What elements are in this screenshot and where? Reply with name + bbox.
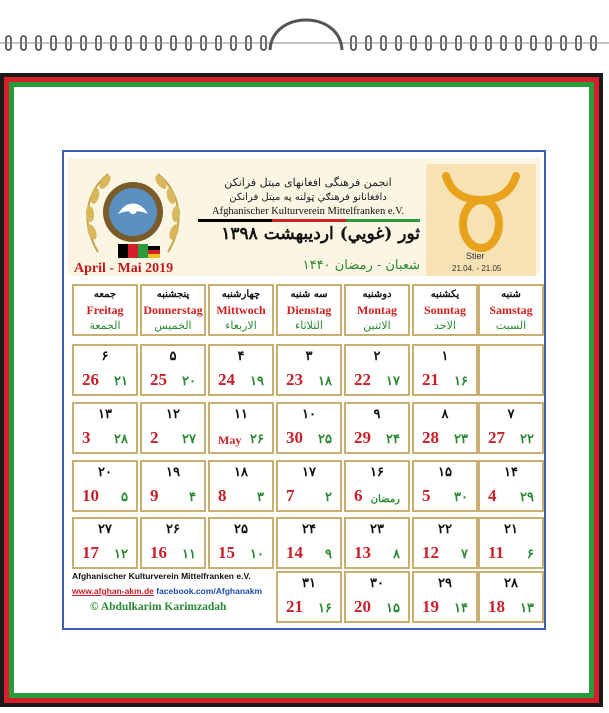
lunar-hijri-date: ۲۰ [182,374,196,389]
gregorian-date: 6 [354,486,363,505]
day-header-fa: یکشنبه [430,289,460,300]
day-cell[interactable] [208,402,274,454]
lunar-hijri-date: ۲ [325,490,332,505]
solar-hijri-date: ۲۵ [234,522,248,537]
day-header-ar: الثلاثاء [295,319,323,332]
gregorian-date: 23 [286,370,303,389]
solar-hijri-date: ۴ [237,349,245,364]
solar-hijri-date: ۱۹ [166,465,180,480]
lunar-hijri-date: ۱۲ [114,547,128,562]
day-header-de: Freitag [86,303,124,317]
lunar-hijri-date: ۲۷ [182,432,196,447]
month-title-gregorian: April - Mai 2019 [74,261,174,276]
day-header-de: Montag [357,303,397,317]
day-cell[interactable] [140,344,206,396]
solar-hijri-date: ۷ [507,407,515,422]
gregorian-date: 24 [218,370,235,389]
day-header [478,284,544,336]
day-cell[interactable] [344,460,410,512]
day-header-de: Sonntag [423,303,467,317]
day-header [412,284,478,336]
org-name-dari: انجمن فرهنگی افغانهای میتل فرانکن [224,176,392,189]
day-header-fa: سه شنبه [290,289,328,300]
day-cell[interactable] [72,517,138,569]
solar-hijri-date: ۳۱ [302,576,316,591]
day-header-fa: پنجشنبه [156,289,190,300]
solar-hijri-date: ۱۸ [234,465,248,480]
solar-hijri-date: ۹ [373,407,381,422]
lunar-hijri-date: ۲۱ [114,374,128,389]
gregorian-date: 13 [354,543,371,562]
day-header-de: Samstag [489,303,533,317]
day-header-ar: الاحد [434,319,456,332]
facebook-link[interactable]: facebook.com/Afghanakm [156,586,263,596]
lunar-hijri-date: ۱۸ [318,374,332,389]
day-header-fa: شنبه [501,289,521,300]
gregorian-date: 8 [218,486,227,505]
solar-hijri-date: ۲۸ [504,576,518,591]
day-cell[interactable] [208,460,274,512]
day-header-fa: دوشنبه [362,289,392,300]
spiral-binding [0,0,609,62]
gregorian-date: 28 [422,428,439,447]
gregorian-date: 15 [218,543,235,562]
gregorian-date: 5 [422,486,431,505]
footer-links [72,586,262,596]
solar-hijri-date: ۲۱ [504,522,518,537]
lunar-hijri-date: رمضان [370,494,400,505]
day-header [276,284,342,336]
solar-hijri-date: ۲۲ [438,522,452,537]
solar-hijri-date: ۳ [305,349,313,364]
lunar-hijri-date: ۴ [189,490,196,505]
day-cell[interactable] [412,517,478,569]
lunar-hijri-date: ۲۸ [114,432,128,447]
lunar-hijri-date: ۲۴ [386,432,400,447]
lunar-hijri-date: ۱۳ [520,601,534,616]
day-header-de: Mittwoch [216,303,266,317]
solar-hijri-date: ۸ [441,407,449,422]
lunar-hijri-date: ۲۳ [454,432,468,447]
day-cell[interactable] [344,517,410,569]
day-cell[interactable] [72,402,138,454]
gregorian-date: 18 [488,597,505,616]
day-cell[interactable] [478,517,544,569]
solar-hijri-date: ۱ [441,349,449,364]
solar-hijri-date: ۶ [101,349,109,364]
solar-hijri-date: ۲ [373,349,381,364]
gregorian-date: 19 [422,597,439,616]
lunar-hijri-date: ۲۵ [318,432,332,447]
day-cell[interactable] [208,344,274,396]
day-header [72,284,138,336]
month-title-persian: ثور (غويي) اردیبهشت ۱۳۹۸ [221,224,420,244]
solar-hijri-date: ۲۰ [98,465,112,480]
lunar-hijri-date: ۱۶ [454,374,468,389]
day-header-ar: الجمعة [89,319,121,332]
solar-hijri-date: ۱۲ [166,407,180,422]
website-link[interactable]: www.afghan-akm.de [72,586,154,596]
day-cell[interactable] [276,571,342,623]
month-title-hijri: شعبان - رمضان ۱۴۴۰ [302,258,420,273]
gregorian-date: 21 [422,370,439,389]
solar-hijri-date: ۲۶ [166,522,180,537]
gregorian-date: 7 [286,486,295,505]
day-header [344,284,410,336]
gregorian-date: 11 [488,543,505,562]
day-header-de: Dienstag [286,303,332,317]
day-cell[interactable] [140,517,206,569]
gregorian-date: 27 [488,428,505,447]
gregorian-date: 29 [354,428,371,447]
day-cell[interactable] [478,402,544,454]
gregorian-date: 17 [82,543,99,562]
solar-hijri-date: ۲۹ [438,576,452,591]
gregorian-date: 3 [82,428,91,447]
day-header-fa: جمعه [93,289,117,300]
day-cell[interactable] [140,460,206,512]
gregorian-date: 21 [286,597,303,616]
solar-hijri-date: ۱۶ [370,465,384,480]
day-cell[interactable] [344,402,410,454]
org-name-pashto: دافغانانو فرهنګي ټولنه په میتل فرانکن [229,192,387,203]
solar-hijri-date: ۱۰ [302,407,316,422]
org-name-german: Afghanischer Kulturverein Mittelfranken e.V. [212,206,404,217]
gregorian-date: 26 [82,370,99,389]
lunar-hijri-date: ۳ [257,490,264,505]
day-header-fa: چهارشنبه [221,289,261,300]
lunar-hijri-date: ۲۹ [520,490,534,505]
lunar-hijri-date: ۶ [527,547,534,562]
lunar-hijri-date: ۷ [461,547,468,562]
day-header-ar: الاربعاء [225,319,257,332]
day-cell[interactable] [344,571,410,623]
day-cell[interactable] [412,460,478,512]
gregorian-date: 16 [150,543,167,562]
lunar-hijri-date: ۳۰ [454,490,468,505]
gregorian-date: 14 [286,543,303,562]
gregorian-date: May [218,433,242,447]
day-cell[interactable] [276,517,342,569]
gregorian-date: 10 [82,486,99,505]
day-cell[interactable] [208,517,274,569]
flag-stripe [198,219,420,222]
lunar-hijri-date: ۱۷ [386,374,400,389]
gregorian-date: 12 [422,543,439,562]
zodiac-name: Stier [466,251,485,261]
gregorian-date: 2 [150,428,159,447]
gregorian-date: 30 [286,428,303,447]
day-cell[interactable] [478,460,544,512]
lunar-hijri-date: ۲۶ [250,432,264,447]
footer-org: Afghanischer Kulturverein Mittelfranken e.V. [72,571,251,581]
day-header [140,284,206,336]
solar-hijri-date: ۱۴ [504,465,518,480]
lunar-hijri-date: ۸ [393,547,400,562]
lunar-hijri-date: ۹ [325,547,332,562]
day-cell[interactable] [478,571,544,623]
solar-hijri-date: ۲۳ [370,522,384,537]
day-cell[interactable] [344,344,410,396]
day-cell[interactable] [276,344,342,396]
solar-hijri-date: ۲۷ [98,522,112,537]
day-cell[interactable] [72,460,138,512]
day-header-ar: الخميس [154,319,192,332]
lunar-hijri-date: ۱۹ [250,374,264,389]
emblem-logo [78,162,188,272]
gregorian-date: 9 [150,486,159,505]
solar-hijri-date: ۱۳ [98,407,112,422]
day-header-de: Donnerstag [143,303,203,317]
gregorian-date: 20 [354,597,371,616]
day-cell[interactable] [412,402,478,454]
gregorian-date: 22 [354,370,371,389]
day-header-ar: السبت [495,319,527,332]
gregorian-date: 4 [488,486,497,505]
solar-hijri-date: ۱۵ [438,465,452,480]
day-cell[interactable] [276,402,342,454]
day-cell[interactable] [72,344,138,396]
day-header [208,284,274,336]
lunar-hijri-date: ۱۴ [454,601,468,616]
lunar-hijri-date: ۵ [121,490,128,505]
lunar-hijri-date: ۱۶ [318,601,332,616]
solar-hijri-date: ۵ [169,349,177,364]
solar-hijri-date: ۱۱ [234,407,248,422]
copyright: © Abdulkarim Karimzadah [90,601,227,613]
solar-hijri-date: ۲۴ [302,522,316,537]
lunar-hijri-date: ۱۵ [386,601,400,616]
lunar-hijri-date: ۱۰ [250,547,264,562]
day-header-ar: الاثنين [363,319,391,332]
day-cell[interactable] [276,460,342,512]
zodiac-range: 21.04. - 21.05 [452,264,502,273]
solar-hijri-date: ۳۰ [370,576,384,591]
taurus-icon [438,166,524,256]
day-cell[interactable] [412,344,478,396]
day-cell[interactable] [412,571,478,623]
lunar-hijri-date: ۲۲ [520,432,534,447]
gregorian-date: 25 [150,370,167,389]
lunar-hijri-date: ۱۱ [182,547,196,562]
empty-day-cell [478,344,544,396]
solar-hijri-date: ۱۷ [302,465,316,480]
day-cell[interactable] [140,402,206,454]
